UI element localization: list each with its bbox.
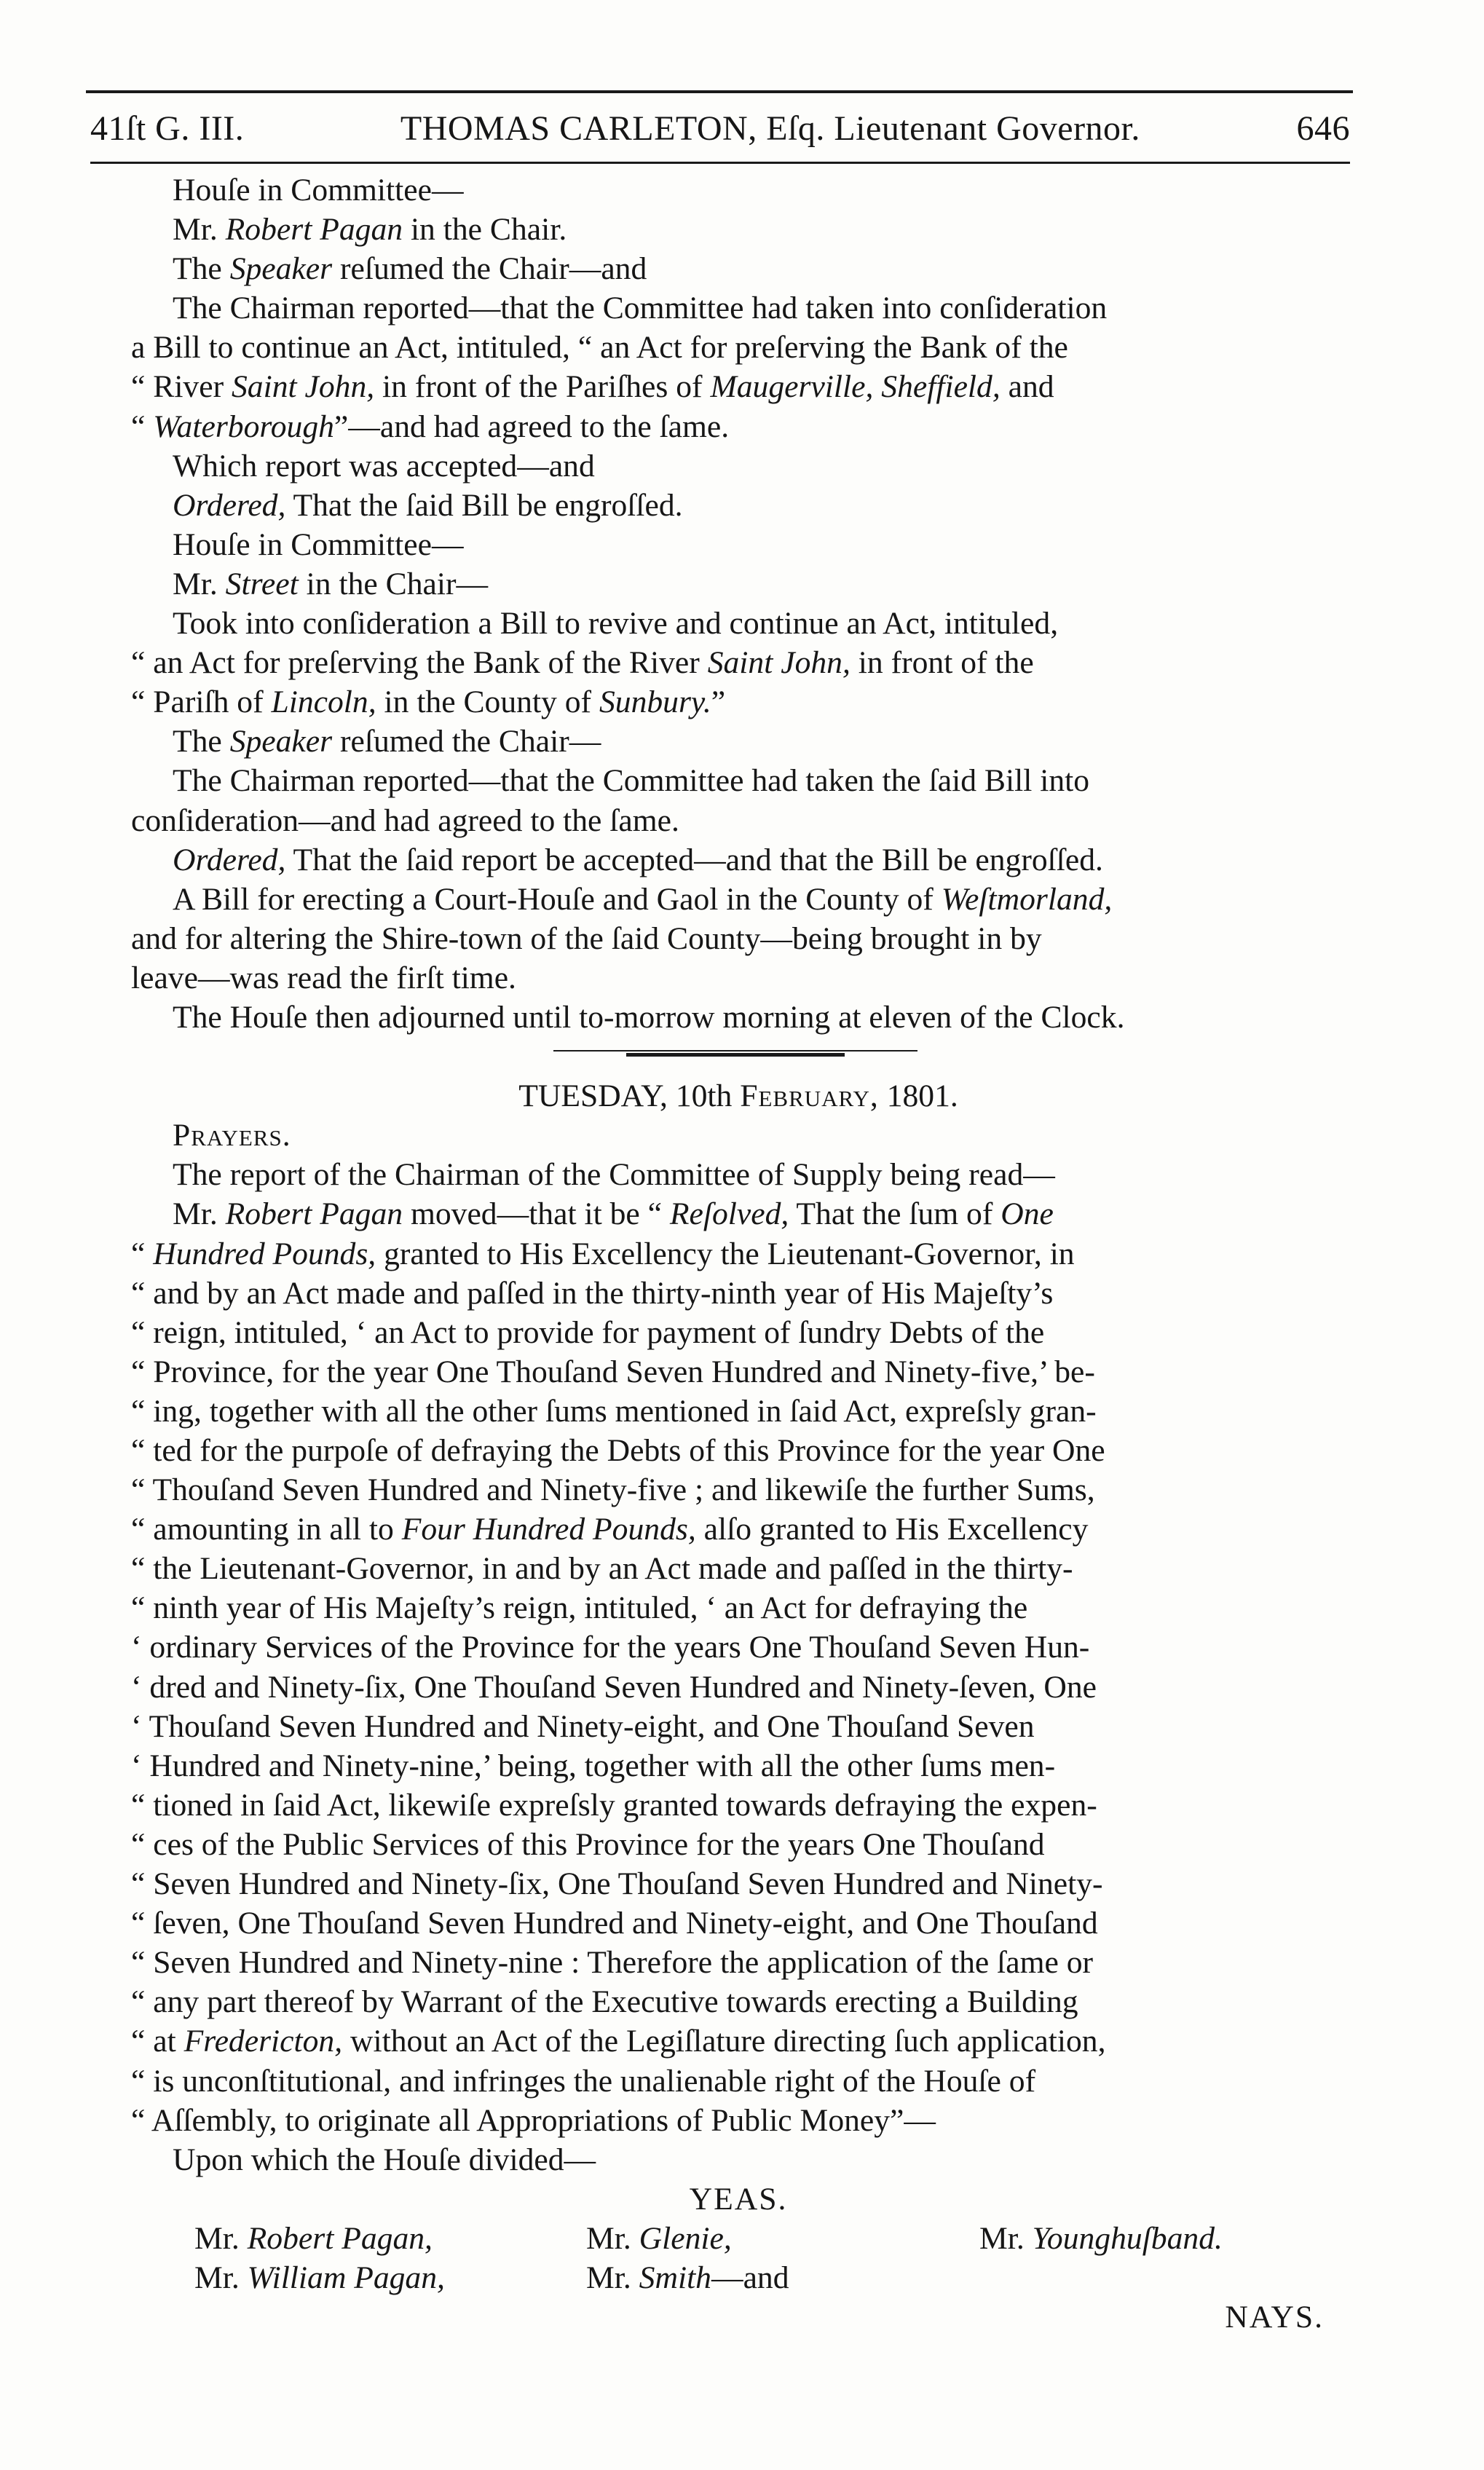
- text-line: Houſe in Committee—: [173, 526, 464, 562]
- yea-member: Mr. William Pagan,: [194, 2260, 445, 2295]
- text-line: Mr. Robert Pagan in the Chair.: [173, 212, 567, 248]
- page-number: 646: [1296, 108, 1350, 148]
- text-line: “ Pariſh of Lincoln, in the County of Sunbury.”: [131, 684, 726, 720]
- text-line: ‘ Hundred and Ninety-nine,’ being, together with all the other ſums men-: [131, 1748, 1056, 1783]
- text-line: “ ing, together with all the other ſums mentioned in ſaid Act, expreſsly gran-: [131, 1393, 1097, 1429]
- text-line: a Bill to continue an Act, intituled, “ an Act for preſerving the Bank of the: [131, 330, 1068, 366]
- yea-member: Mr. Younghuſband.: [979, 2220, 1223, 2256]
- text-line: Mr. Robert Pagan moved—that it be “ Reſolved, That the ſum of One: [173, 1196, 1054, 1232]
- text-line: “ River Saint John, in front of the Pariſhes of Maugerville, Sheffield, and: [131, 369, 1054, 405]
- header-title: THOMAS CARLETON, Eſq. Lieutenant Governor.: [400, 108, 1140, 148]
- text-line: The Chairman reported—that the Committee had taken the ſaid Bill into: [173, 763, 1090, 799]
- text-line: “ at Fredericton, without an Act of the Legiſlature directing ſuch application,: [131, 2024, 1106, 2059]
- text-line: The Chairman reported—that the Committee had taken into conſideration: [173, 291, 1108, 326]
- text-line: Houſe in Committee—: [173, 173, 464, 208]
- text-line: ‘ ordinary Services of the Province for the years One Thouſand Seven Hun-: [131, 1630, 1090, 1665]
- text-line: “ any part thereof by Warrant of the Executive towards erecting a Building: [131, 1984, 1078, 2020]
- running-header: [90, 93, 1350, 163]
- yea-member: Mr. Smith—and: [586, 2260, 789, 2295]
- text-line: “ is unconſtitutional, and infringes the unalienable right of the Houſe of: [131, 2063, 1036, 2099]
- sitting-date: TUESDAY, 10th February, 1801.: [518, 1078, 958, 1114]
- text-line: “ tioned in ſaid Act, likewiſe expreſsly granted towards defraying the expen-: [131, 1787, 1097, 1823]
- text-line: “ Seven Hundred and Ninety-nine : Therefore the application of the ſame or: [131, 1945, 1094, 1981]
- text-line: The Speaker reſumed the Chair—and: [173, 251, 647, 287]
- prayers-heading: Prayers.: [173, 1118, 291, 1153]
- text-line: Upon which the Houſe divided—: [173, 2142, 596, 2177]
- journal-body: [131, 170, 1346, 2337]
- text-line: “ and by an Act made and paſſed in the thirty-ninth year of His Majeſty’s: [131, 1275, 1054, 1311]
- text-line: and for altering the Shire-town of the ſaid County—being brought in by: [131, 920, 1042, 956]
- text-line: “ ſeven, One Thouſand Seven Hundred and Ninety-eight, and One Thouſand: [131, 1906, 1098, 1941]
- yeas-row: [131, 2258, 1346, 2297]
- text-line: Mr. Street in the Chair—: [173, 566, 489, 601]
- text-line: “ ted for the purpoſe of defraying the Debts of this Province for the year One: [131, 1433, 1105, 1468]
- yea-member: Mr. Robert Pagan,: [194, 2220, 433, 2256]
- text-line: ‘ Thouſand Seven Hundred and Ninety-eight, and One Thouſand Seven: [131, 1708, 1035, 1744]
- text-line: leave—was read the firſt time.: [131, 960, 516, 995]
- text-line: A Bill for erecting a Court-Houſe and Gaol in the County of Weſtmorland,: [173, 881, 1113, 917]
- text-line: The Houſe then adjourned until to-morrow morning at eleven of the Clock.: [173, 999, 1125, 1035]
- nays-heading: NAYS.: [1225, 2300, 1324, 2335]
- text-line: conſideration—and had agreed to the ſame.: [131, 802, 679, 838]
- yeas-row: [131, 2219, 1346, 2258]
- text-line: “ an Act for preſerving the Bank of the River Saint John, in front of the: [131, 645, 1034, 681]
- text-line: “ Waterborough”—and had agreed to the ſame.: [131, 409, 730, 444]
- text-line: “ Hundred Pounds, granted to His Excellency the Lieutenant-Governor, in: [131, 1236, 1075, 1271]
- text-line: The Speaker reſumed the Chair—: [173, 724, 601, 759]
- text-line: “ Province, for the year One Thouſand Seven Hundred and Ninety-five,’ be-: [131, 1354, 1095, 1389]
- text-line: “ Seven Hundred and Ninety-ſix, One Thouſand Seven Hundred and Ninety-: [131, 1866, 1103, 1902]
- yea-member: Mr. Glenie,: [586, 2220, 732, 2256]
- text-line: “ amounting in all to Four Hundred Pounds, alſo granted to His Excellency: [131, 1512, 1089, 1547]
- text-line: “ Aſſembly, to originate all Appropriations of Public Money”—: [131, 2102, 936, 2138]
- text-line: The report of the Chairman of the Committee of Supply being read—: [173, 1157, 1055, 1193]
- session-label: 41ſt G. III.: [90, 108, 245, 148]
- section-divider: [131, 1037, 1346, 1076]
- text-line: Which report was accepted—and: [173, 448, 595, 484]
- text-line: “ ces of the Public Services of this Province for the years One Thouſand: [131, 1826, 1045, 1862]
- text-line: ‘ dred and Ninety-ſix, One Thouſand Seven Hundred and Ninety-ſeven, One: [131, 1669, 1097, 1705]
- text-line: “ the Lieutenant-Governor, in and by an Act made and paſſed in the thirty-: [131, 1551, 1073, 1587]
- header-rule: [90, 162, 1350, 164]
- text-line: Ordered, That the ſaid report be accepted—and that the Bill be engroſſed.: [173, 842, 1103, 877]
- text-line: “ Thouſand Seven Hundred and Ninety-five ; and likewiſe the further Sums,: [131, 1472, 1095, 1508]
- text-line: “ ninth year of His Majeſty’s reign, intituled, ‘ an Act for defraying the: [131, 1590, 1028, 1626]
- text-line: Took into conſideration a Bill to revive and continue an Act, intituled,: [173, 606, 1059, 642]
- text-line: Ordered, That the ſaid Bill be engroſſed.: [173, 487, 683, 523]
- yeas-heading: YEAS.: [689, 2181, 788, 2217]
- text-line: “ reign, intituled, ‘ an Act to provide for payment of ſundry Debts of the: [131, 1314, 1045, 1350]
